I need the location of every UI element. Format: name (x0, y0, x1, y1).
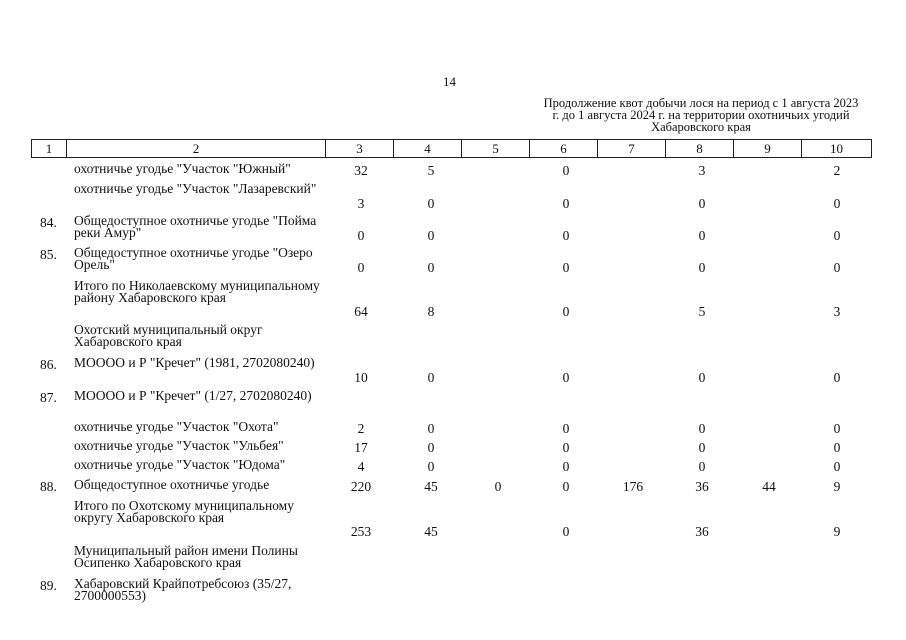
row-number: 85. (40, 247, 57, 262)
cell-c3: 32 (354, 163, 368, 178)
column-header-7: 7 (598, 140, 666, 158)
column-header-5: 5 (462, 140, 530, 158)
cell-c3: 64 (354, 304, 368, 319)
cell-c10: 0 (833, 440, 841, 455)
cell-c4: 0 (427, 370, 435, 385)
column-header-4: 4 (394, 140, 462, 158)
cell-c4: 0 (427, 196, 435, 211)
cell-c10: 0 (833, 228, 841, 243)
row-name: Итого по Николаевскому муниципальному району Хабаровского края (74, 278, 320, 305)
cell-c6: 0 (562, 370, 570, 385)
cell-c8: 36 (695, 524, 709, 539)
cell-c3: 0 (357, 260, 365, 275)
cell-c10: 0 (833, 421, 841, 436)
cell-c4: 0 (427, 421, 435, 436)
cell-c8: 0 (698, 228, 706, 243)
cell-c4: 0 (427, 260, 435, 275)
row-number: 87. (40, 390, 57, 405)
cell-c3: 3 (357, 196, 365, 211)
column-header-6: 6 (530, 140, 598, 158)
cell-c10: 0 (833, 260, 841, 275)
cell-c6: 0 (562, 304, 570, 319)
cell-c8: 0 (698, 440, 706, 455)
cell-c10: 2 (833, 163, 841, 178)
cell-c3: 253 (350, 524, 372, 539)
row-name: МОООО и Р "Кречет" (1981, 2702080240) (74, 355, 315, 370)
cell-c8: 0 (698, 370, 706, 385)
cell-c5: 0 (494, 479, 502, 494)
column-header-2: 2 (67, 140, 326, 158)
row-name: Общедоступное охотничье угодье "Озеро Орель" (74, 245, 313, 272)
cell-c7: 176 (622, 479, 644, 494)
cell-c10: 9 (833, 524, 841, 539)
cell-c8: 0 (698, 260, 706, 275)
column-header-9: 9 (734, 140, 802, 158)
cell-c10: 0 (833, 196, 841, 211)
row-number: 84. (40, 215, 57, 230)
row-name: охотничье угодье "Участок "Южный" (74, 161, 291, 176)
cell-c3: 10 (354, 370, 368, 385)
cell-c8: 0 (698, 196, 706, 211)
cell-c4: 5 (427, 163, 435, 178)
cell-c10: 9 (833, 479, 841, 494)
row-name: Хабаровский Крайпотребсоюз (35/27, 2700000553) (74, 576, 292, 603)
cell-c3: 4 (357, 459, 365, 474)
cell-c6: 0 (562, 421, 570, 436)
cell-c6: 0 (562, 228, 570, 243)
continuation-title: Продолжение квот добычи лося на период с 1 августа 2023 г. до 1 августа 2024 г. на территории охотничьих угодий Хабаровского края (543, 96, 859, 134)
cell-c3: 220 (350, 479, 372, 494)
cell-c10: 0 (833, 459, 841, 474)
cell-c3: 2 (357, 421, 365, 436)
cell-c8: 0 (698, 421, 706, 436)
row-name: Общедоступное охотничье угодье (74, 477, 270, 492)
column-header-10: 10 (802, 140, 872, 158)
row-name: охотничье угодье "Участок "Ульбея" (74, 438, 284, 453)
row-number: 89. (40, 578, 57, 593)
row-name: Итого по Охотскому муниципальному округу Хабаровского края (74, 498, 294, 525)
cell-c4: 45 (424, 479, 438, 494)
row-name: Общедоступное охотничье угодье "Пойма реки Амур" (74, 213, 317, 240)
cell-c8: 0 (698, 459, 706, 474)
cell-c8: 36 (695, 479, 709, 494)
cell-c6: 0 (562, 524, 570, 539)
row-name: охотничье угодье "Участок "Лазаревский" (74, 181, 317, 196)
cell-c6: 0 (562, 459, 570, 474)
cell-c6: 0 (562, 440, 570, 455)
column-header-1: 1 (32, 140, 67, 158)
cell-c3: 0 (357, 228, 365, 243)
cell-c10: 3 (833, 304, 841, 319)
row-name: охотничье угодье "Участок "Юдома" (74, 457, 286, 472)
cell-c6: 0 (562, 196, 570, 211)
cell-c6: 0 (562, 479, 570, 494)
cell-c4: 8 (427, 304, 435, 319)
column-header-3: 3 (326, 140, 394, 158)
column-header-8: 8 (666, 140, 734, 158)
row-name: охотничье угодье "Участок "Охота" (74, 419, 279, 434)
page-number: 14 (443, 74, 456, 89)
cell-c10: 0 (833, 370, 841, 385)
cell-c6: 0 (562, 163, 570, 178)
row-number: 86. (40, 357, 57, 372)
cell-c8: 5 (698, 304, 706, 319)
row-number: 88. (40, 479, 57, 494)
row-name: Муниципальный район имени Полины Осипенко Хабаровского края (74, 543, 298, 570)
cell-c4: 45 (424, 524, 438, 539)
row-name: Охотский муниципальный округ Хабаровского края (74, 322, 263, 349)
cell-c4: 0 (427, 228, 435, 243)
cell-c3: 17 (354, 440, 368, 455)
cell-c6: 0 (562, 260, 570, 275)
cell-c4: 0 (427, 459, 435, 474)
cell-c9: 44 (762, 479, 776, 494)
row-name: МОООО и Р "Кречет" (1/27, 2702080240) (74, 388, 312, 403)
cell-c4: 0 (427, 440, 435, 455)
cell-c8: 3 (698, 163, 706, 178)
